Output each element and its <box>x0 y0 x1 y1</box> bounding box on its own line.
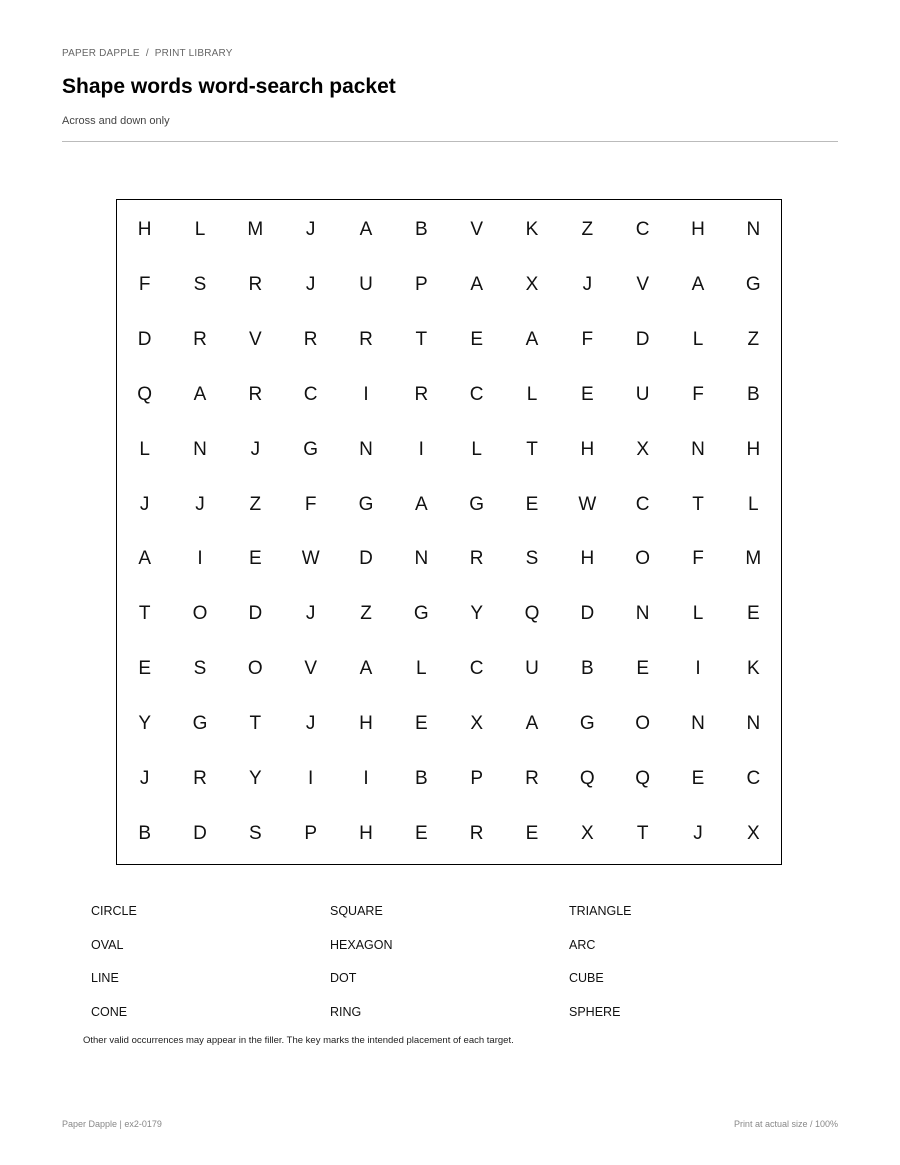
grid-cell[interactable]: F <box>138 274 151 296</box>
grid-cell[interactable]: D <box>635 329 650 351</box>
grid-cell[interactable]: D <box>248 603 263 625</box>
grid-cell[interactable]: J <box>139 493 150 515</box>
grid-cell[interactable]: A <box>525 712 539 734</box>
grid-cell[interactable]: G <box>192 712 208 734</box>
word-list-item: ARC <box>569 937 596 952</box>
grid-cell[interactable]: D <box>359 548 373 570</box>
grid-cell[interactable]: S <box>193 274 207 296</box>
grid-cell[interactable]: L <box>692 603 704 625</box>
grid-cell[interactable]: C <box>469 658 484 680</box>
grid-cell[interactable]: B <box>414 219 428 241</box>
grid-cell[interactable]: O <box>635 548 651 570</box>
grid-cell[interactable]: Y <box>470 603 483 625</box>
grid-cell[interactable]: Y <box>138 712 151 734</box>
grid-cell[interactable]: X <box>746 822 760 844</box>
grid-cell[interactable]: H <box>359 712 373 734</box>
grid-cell[interactable]: Q <box>137 383 153 405</box>
grid-cell[interactable]: Q <box>579 767 595 789</box>
grid-cell[interactable]: A <box>691 274 705 296</box>
grid-cell[interactable]: A <box>359 658 373 680</box>
grid-cell[interactable]: H <box>580 548 595 570</box>
grid-cell[interactable]: N <box>691 712 705 734</box>
grid-cell[interactable]: B <box>414 767 428 789</box>
grid-cell[interactable]: F <box>692 383 704 405</box>
grid-cell[interactable]: R <box>525 767 539 789</box>
grid-cell[interactable]: M <box>745 548 762 570</box>
grid-cell[interactable]: Y <box>248 767 262 789</box>
word-list-item: CIRCLE <box>91 904 137 918</box>
grid-cell[interactable]: C <box>303 383 318 405</box>
grid-cell[interactable]: G <box>358 493 374 515</box>
word-search-grid <box>116 199 782 865</box>
grid-cell[interactable]: C <box>746 767 761 789</box>
grid-cell[interactable]: P <box>414 274 428 296</box>
grid-cell[interactable]: I <box>308 767 314 789</box>
grid-cell[interactable]: C <box>635 219 650 241</box>
grid-cell[interactable]: M <box>247 219 264 241</box>
grid-cell[interactable]: V <box>248 329 262 351</box>
grid-cell[interactable]: P <box>470 767 483 789</box>
grid-cell[interactable]: J <box>250 438 261 460</box>
grid-cell[interactable]: G <box>413 603 429 625</box>
grid-cell[interactable]: T <box>692 493 704 515</box>
word-list-item: OVAL <box>91 937 124 952</box>
grid-cell[interactable]: L <box>194 219 206 241</box>
grid-cell[interactable]: Z <box>747 329 760 351</box>
grid-cell[interactable]: O <box>247 658 263 680</box>
grid-cell[interactable]: E <box>525 493 539 515</box>
grid-cell[interactable]: H <box>691 219 705 241</box>
breadcrumb-item-library[interactable]: PRINT LIBRARY <box>154 48 233 59</box>
grid-cell[interactable]: T <box>249 712 262 734</box>
grid-cell[interactable]: F <box>304 493 317 515</box>
grid-cell[interactable]: E <box>636 658 649 680</box>
word-list-item: CONE <box>91 1004 128 1019</box>
grid-cell[interactable]: R <box>469 548 484 570</box>
word-list-item: CUBE <box>569 971 604 985</box>
grid-cell[interactable]: I <box>197 548 203 570</box>
grid-cell[interactable]: P <box>304 822 317 844</box>
grid-cell[interactable]: N <box>359 438 373 460</box>
grid-cell[interactable]: T <box>526 438 538 460</box>
grid-cell[interactable]: H <box>359 822 373 844</box>
footer-document-id: Paper Dapple | ex2-0179 <box>62 1119 162 1129</box>
grid-cell[interactable]: V <box>470 219 483 241</box>
grid-cell[interactable]: Q <box>524 603 540 625</box>
grid-cell[interactable]: R <box>248 274 263 296</box>
grid-cell[interactable]: B <box>746 383 760 405</box>
grid-cell[interactable]: J <box>582 274 593 296</box>
grid-cell[interactable]: N <box>635 603 650 625</box>
grid-cell[interactable]: L <box>416 658 427 680</box>
grid-cell[interactable]: S <box>525 548 539 570</box>
grid-cell[interactable]: R <box>193 329 207 351</box>
grid-cell[interactable]: I <box>363 383 369 405</box>
grid-cell[interactable]: X <box>580 822 594 844</box>
word-list-item: SPHERE <box>569 1004 621 1019</box>
grid-cell[interactable]: X <box>525 274 539 296</box>
word-list-item: TRIANGLE <box>569 904 632 918</box>
puzzle-note: Other valid occurrences may appear in the filler. The key marks the intended placement of each target. <box>83 1035 514 1046</box>
grid-cell[interactable]: F <box>581 329 594 351</box>
grid-cell[interactable]: E <box>138 658 151 680</box>
grid-cell[interactable]: D <box>580 603 595 625</box>
grid-cell[interactable]: S <box>193 658 207 680</box>
grid-cell[interactable]: R <box>469 822 484 844</box>
breadcrumb-item-publisher[interactable]: PAPER DAPPLE <box>62 48 140 59</box>
grid-cell[interactable]: J <box>305 219 316 241</box>
grid-cell[interactable]: B <box>138 822 151 844</box>
grid-cell[interactable]: E <box>414 712 428 734</box>
footer-print-hint: Print at actual size / 100% <box>733 1119 838 1129</box>
grid-cell[interactable]: A <box>138 548 151 570</box>
grid-cell[interactable]: E <box>470 329 483 351</box>
grid-cell[interactable]: G <box>469 493 485 515</box>
grid-cell[interactable]: H <box>137 219 152 241</box>
grid-cell[interactable]: J <box>305 712 316 734</box>
grid-cell[interactable]: R <box>359 329 373 351</box>
header-divider <box>62 141 838 142</box>
grid-cell[interactable]: S <box>248 822 262 844</box>
grid-cell[interactable]: C <box>635 493 650 515</box>
grid-cell[interactable]: E <box>414 822 428 844</box>
word-list-item: HEXAGON <box>330 937 393 952</box>
grid-cell[interactable]: I <box>695 658 701 680</box>
grid-cell[interactable]: J <box>195 493 205 515</box>
grid-cell[interactable]: G <box>303 438 319 460</box>
grid-cell[interactable]: J <box>305 274 316 296</box>
grid-cell[interactable]: E <box>746 603 760 625</box>
breadcrumb <box>62 48 233 59</box>
grid-cell[interactable]: L <box>748 493 759 515</box>
grid-cell[interactable]: U <box>525 658 539 680</box>
grid-cell[interactable]: X <box>470 712 483 734</box>
grid-cell[interactable]: B <box>580 658 594 680</box>
page-title: Shape words word-search packet <box>62 75 396 98</box>
grid-cell[interactable]: L <box>692 329 704 351</box>
grid-cell[interactable]: C <box>469 383 484 405</box>
grid-cell[interactable]: N <box>414 548 429 570</box>
grid-cell[interactable]: N <box>193 438 207 460</box>
grid-cell[interactable]: R <box>303 329 318 351</box>
grid-cell[interactable]: Z <box>360 603 372 625</box>
page-subtitle: Across and down only <box>62 115 170 127</box>
word-list-item: SQUARE <box>330 904 383 918</box>
grid-cell[interactable]: H <box>746 438 761 460</box>
grid-cell[interactable]: R <box>248 383 263 405</box>
word-list-item: LINE <box>91 971 119 985</box>
grid-cell[interactable]: D <box>137 329 152 351</box>
breadcrumb-separator: / <box>145 48 149 59</box>
grid-cell[interactable]: N <box>746 712 761 734</box>
grid-cell[interactable]: N <box>691 438 705 460</box>
word-list <box>91 904 811 1038</box>
grid-cell[interactable]: H <box>580 438 595 460</box>
grid-cell[interactable]: I <box>363 767 369 789</box>
grid-cell[interactable]: V <box>304 658 317 680</box>
grid-cell[interactable]: U <box>635 383 650 405</box>
grid-cell[interactable]: U <box>359 274 373 296</box>
grid-cell[interactable]: W <box>578 493 597 515</box>
grid-cell[interactable]: W <box>301 548 320 570</box>
grid-cell[interactable]: A <box>359 219 373 241</box>
grid-cell[interactable]: F <box>692 548 704 570</box>
grid-cell[interactable]: T <box>138 603 151 625</box>
word-list-item: DOT <box>330 971 357 985</box>
grid-cell[interactable]: J <box>305 603 316 625</box>
grid-cell[interactable]: T <box>415 329 428 351</box>
grid-cell[interactable]: L <box>471 438 482 460</box>
grid-cell[interactable]: Z <box>249 493 262 515</box>
grid-cell[interactable]: A <box>193 383 207 405</box>
grid-cell[interactable]: R <box>193 767 207 789</box>
grid-cell[interactable]: X <box>636 438 649 460</box>
grid-cell[interactable]: I <box>418 438 424 460</box>
grid-cell[interactable]: L <box>526 383 538 405</box>
grid-cell[interactable]: K <box>525 219 539 241</box>
grid-cell[interactable]: K <box>746 658 760 680</box>
grid-cell[interactable]: T <box>636 822 649 844</box>
grid-cell[interactable]: E <box>248 548 262 570</box>
grid-cell[interactable]: D <box>193 822 207 844</box>
grid-cell[interactable]: A <box>470 274 483 296</box>
grid-cell[interactable]: E <box>580 383 594 405</box>
grid-cell[interactable]: E <box>525 822 539 844</box>
grid-cell[interactable]: N <box>746 219 761 241</box>
grid-cell[interactable]: Z <box>581 219 594 241</box>
grid-cell[interactable]: G <box>745 274 761 296</box>
grid-cell[interactable]: O <box>192 603 208 625</box>
grid-cell[interactable]: O <box>635 712 651 734</box>
grid-cell[interactable]: E <box>691 767 705 789</box>
grid-cell[interactable]: R <box>414 383 429 405</box>
grid-cell[interactable]: A <box>414 493 428 515</box>
word-list-item: RING <box>330 1004 362 1019</box>
grid-cell[interactable]: J <box>693 822 703 844</box>
grid-cell[interactable]: J <box>139 767 150 789</box>
grid-cell[interactable]: G <box>579 712 595 734</box>
grid-cell[interactable]: L <box>139 438 150 460</box>
grid-cell[interactable]: Q <box>635 767 651 789</box>
grid-cell[interactable]: A <box>525 329 539 351</box>
grid-cell[interactable]: V <box>636 274 649 296</box>
